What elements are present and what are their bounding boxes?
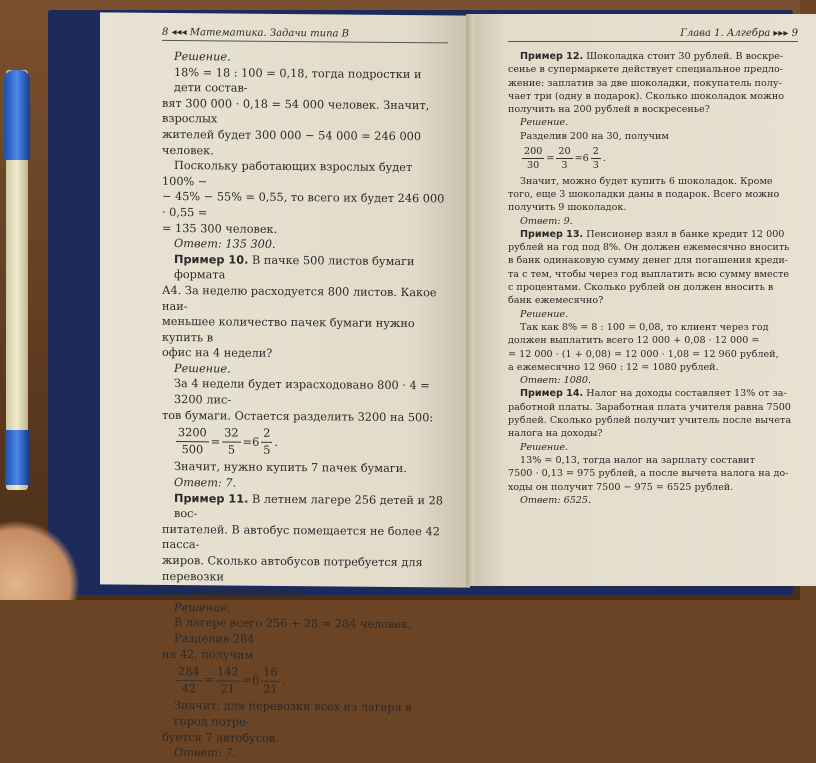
example-14-line (508, 387, 798, 400)
pen-object (0, 70, 40, 500)
denominator: 5 (263, 443, 271, 457)
example-10-line (162, 252, 448, 286)
equals-sign: = (242, 435, 253, 449)
fraction (176, 425, 209, 457)
example-12-text: чает три (одну в подарок). Сколько шоколадок можно (508, 90, 785, 102)
whole-part: 6 (252, 435, 260, 449)
equals-sign: = (574, 153, 583, 165)
numerator: 2 (261, 426, 272, 443)
numerator: 20 (556, 145, 572, 159)
equals-sign: = (203, 673, 214, 687)
fraction (522, 145, 544, 173)
fraction (556, 145, 572, 173)
work-line: В лагере всего 256 + 28 = 284 человек. Разделив 284 (174, 616, 412, 646)
solution-heading: Решение. (174, 600, 231, 615)
solution-line: вят 300 000 · 0,18 = 54 000 человек. Значит, взрослых (162, 96, 430, 126)
example-13-line (508, 268, 798, 281)
example-13-text: в банк одинаковую сумму денег для погашения креди- (508, 255, 789, 267)
answer-line: Ответ: 1080. (520, 375, 592, 387)
answer-line: Ответ: 6525. (520, 494, 592, 506)
work-line: Так как 8% = 8 : 100 = 0,08, то клиент через год (520, 321, 769, 333)
example-13-text: та с тем, чтобы через год выплатить всю сумму вместе (508, 268, 790, 280)
solution-line: = 135 300 человек. (162, 221, 278, 236)
example-13-line (508, 228, 798, 241)
numerator: 32 (222, 426, 240, 443)
conclusion-line: того, еще 3 шоколадки даны в подарок. Всего можно (508, 188, 780, 200)
equals-sign: = (242, 674, 253, 688)
denominator: 5 (227, 443, 235, 457)
example-11-text: жиров. Сколько автобусов потребуется для перевозки (162, 553, 423, 584)
example-11-label: Пример 11. (174, 491, 249, 506)
left-running-header: 8 ◂◂◂ Математика. Задачи типа В (162, 27, 448, 43)
example-12-fraction (508, 145, 606, 173)
fraction (261, 426, 272, 458)
solution-heading: Решение. (174, 361, 231, 376)
fraction (215, 665, 241, 697)
denominator: 500 (181, 442, 204, 457)
answer-line: Ответ: 7. (174, 476, 237, 490)
example-10-label: Пример 10. (174, 252, 249, 267)
fraction (591, 145, 601, 173)
example-13-label: Пример 13. (520, 228, 584, 240)
solution-line: Решение. (174, 50, 231, 64)
example-12-text: получить на 200 рублей в воскресенье? (508, 104, 710, 116)
example-12-label: Пример 12. (520, 51, 584, 62)
example-13-text: рублей на год под 8%. Он должен ежемесячно вносить (508, 242, 790, 254)
numerator: 200 (522, 145, 544, 159)
work-line: а ежемесячно 12 960 : 12 = 1080 рублей. (508, 361, 719, 373)
period: . (602, 153, 606, 165)
numerator: 3200 (176, 425, 209, 442)
example-10-text: А4. За неделю расходуется 800 листов. Какое наи- (162, 283, 437, 313)
work-line: За 4 недели будет израсходовано 800 · 4 = 3200 лис- (174, 377, 430, 407)
right-page (474, 14, 816, 586)
equals-sign: = (546, 153, 555, 165)
numerator: 2 (591, 145, 601, 159)
example-13-text: Пенсионер взял в банке кредит 12 000 (583, 228, 785, 240)
fraction (176, 664, 202, 696)
example-11-text: В летнем лагере 256 детей и 28 вос- (174, 492, 443, 521)
solution-heading: Решение. (520, 441, 569, 453)
example-13-text: банк ежемесячно? (508, 295, 604, 307)
example-14-line (508, 414, 798, 427)
example-11-text: всех из лагеря в город? (162, 585, 303, 600)
right-page-text (508, 50, 798, 507)
period: . (281, 674, 286, 688)
left-page-text (162, 49, 448, 763)
example-12-line (508, 77, 798, 90)
work-line: = 12 000 · (1 + 0,08) = 12 000 · 1,08 = 12 960 рублей, (508, 348, 779, 360)
denominator: 3 (561, 160, 568, 172)
work-line: на 42, получим (162, 647, 254, 662)
denominator: 42 (181, 681, 196, 695)
example-12-text: Шоколадка стоит 30 рублей. В воскре- (583, 51, 784, 62)
work-line: 13% = 0,13, тогда налог на зарплату составит (520, 454, 755, 466)
open-book (56, 14, 798, 760)
numerator: 16 (261, 665, 279, 682)
solution-line: − 45% − 55% = 0,55, то всего их будет 246 000 · 0,55 = (162, 190, 445, 220)
example-12-text: жение: заплатив за две шоколадки, покупатель полу- (508, 77, 782, 89)
fraction (261, 665, 279, 697)
example-14-text: рублей. Сколько рублей получит учитель после вычета (508, 415, 792, 427)
denominator: 30 (527, 160, 540, 172)
example-14-text: Налог на доходы составляет 13% от за- (583, 388, 787, 400)
whole-part: 6 (252, 674, 260, 688)
example-14-label: Пример 14. (520, 388, 584, 400)
example-13-text: с процентами. Сколько рублей он должен вносить в (508, 282, 774, 294)
solution-heading: Решение. (520, 308, 569, 320)
example-10-line (162, 283, 448, 317)
example-10-text: меньшее количество пачек бумаги нужно купить в (162, 315, 415, 345)
work-line: 7500 · 0,13 = 975 рублей, а после вычета налога на до- (508, 468, 789, 480)
denominator: 3 (592, 160, 599, 172)
conclusion-line: Значит, можно будет купить 6 шоколадок. Кроме (520, 175, 773, 187)
example-11-line (162, 491, 448, 525)
answer-line: Ответ: 7. (174, 746, 237, 760)
whole-part: 6 (582, 153, 589, 165)
example-14-text: налога на доходы? (508, 428, 603, 440)
conclusion-line: Значит, нужно купить 7 пачек бумаги. (174, 460, 407, 476)
example-12-text: сенье в супермаркете действует специальное предло- (508, 64, 784, 76)
work-line: ходы он получит 7500 − 975 = 6525 рублей. (508, 481, 734, 493)
denominator: 21 (220, 682, 235, 696)
solution-heading: Решение. (520, 117, 569, 129)
conclusion-line: буется 7 автобусов. (162, 730, 279, 745)
example-12-line (508, 103, 798, 116)
example-13-line (508, 281, 798, 294)
work-line: Разделив 200 на 30, получим (520, 130, 669, 142)
conclusion-line: получить 9 шоколадок. (508, 202, 627, 214)
example-12-line (508, 50, 798, 63)
solution-line: Ответ: 135 300. (174, 237, 276, 252)
example-10-line (162, 314, 448, 348)
example-13-line (508, 294, 798, 307)
solution-line: Поскольку работающих взрослых будет 100% − (162, 159, 413, 189)
example-12-line (508, 90, 798, 103)
period: . (274, 435, 279, 449)
example-10-text: офис на 4 недели? (162, 346, 273, 361)
example-13-line (508, 254, 798, 267)
example-11-fraction (162, 664, 285, 697)
example-11-text: питателей. В автобус помещается не более 42 пасса- (162, 522, 440, 552)
solution-line: 18% = 18 : 100 = 0,18, тогда подростки и дети состав- (174, 65, 422, 95)
numerator: 284 (176, 664, 202, 681)
answer-line: Ответ: 9. (520, 215, 573, 227)
equals-sign: = (210, 434, 221, 448)
example-11-line (162, 522, 448, 556)
example-10-fraction (162, 425, 278, 458)
fraction (222, 426, 240, 458)
example-14-line (508, 427, 798, 440)
work-line: тов бумаги. Остается разделить 3200 на 500: (162, 408, 434, 424)
example-11-line (162, 553, 448, 587)
left-page (100, 12, 470, 760)
denominator: 21 (263, 682, 278, 696)
numerator: 142 (215, 665, 241, 682)
right-running-header: Глава 1. Алгебра ▸▸▸ 9 (508, 28, 798, 42)
example-14-line (508, 401, 798, 414)
example-14-text: работной платы. Заработная плата учителя равна 7500 (508, 401, 791, 413)
conclusion-line: Значит, для перевозки всех из лагеря в город потре- (174, 699, 412, 729)
work-line: должен выплатить всего 12 000 + 0,08 · 12 000 = (508, 335, 760, 347)
example-10-text: В пачке 500 листов бумаги формата (174, 253, 415, 282)
example-12-line (508, 63, 798, 76)
example-13-line (508, 241, 798, 254)
solution-line: жителей будет 300 000 − 54 000 = 246 000 человек. (162, 127, 422, 157)
